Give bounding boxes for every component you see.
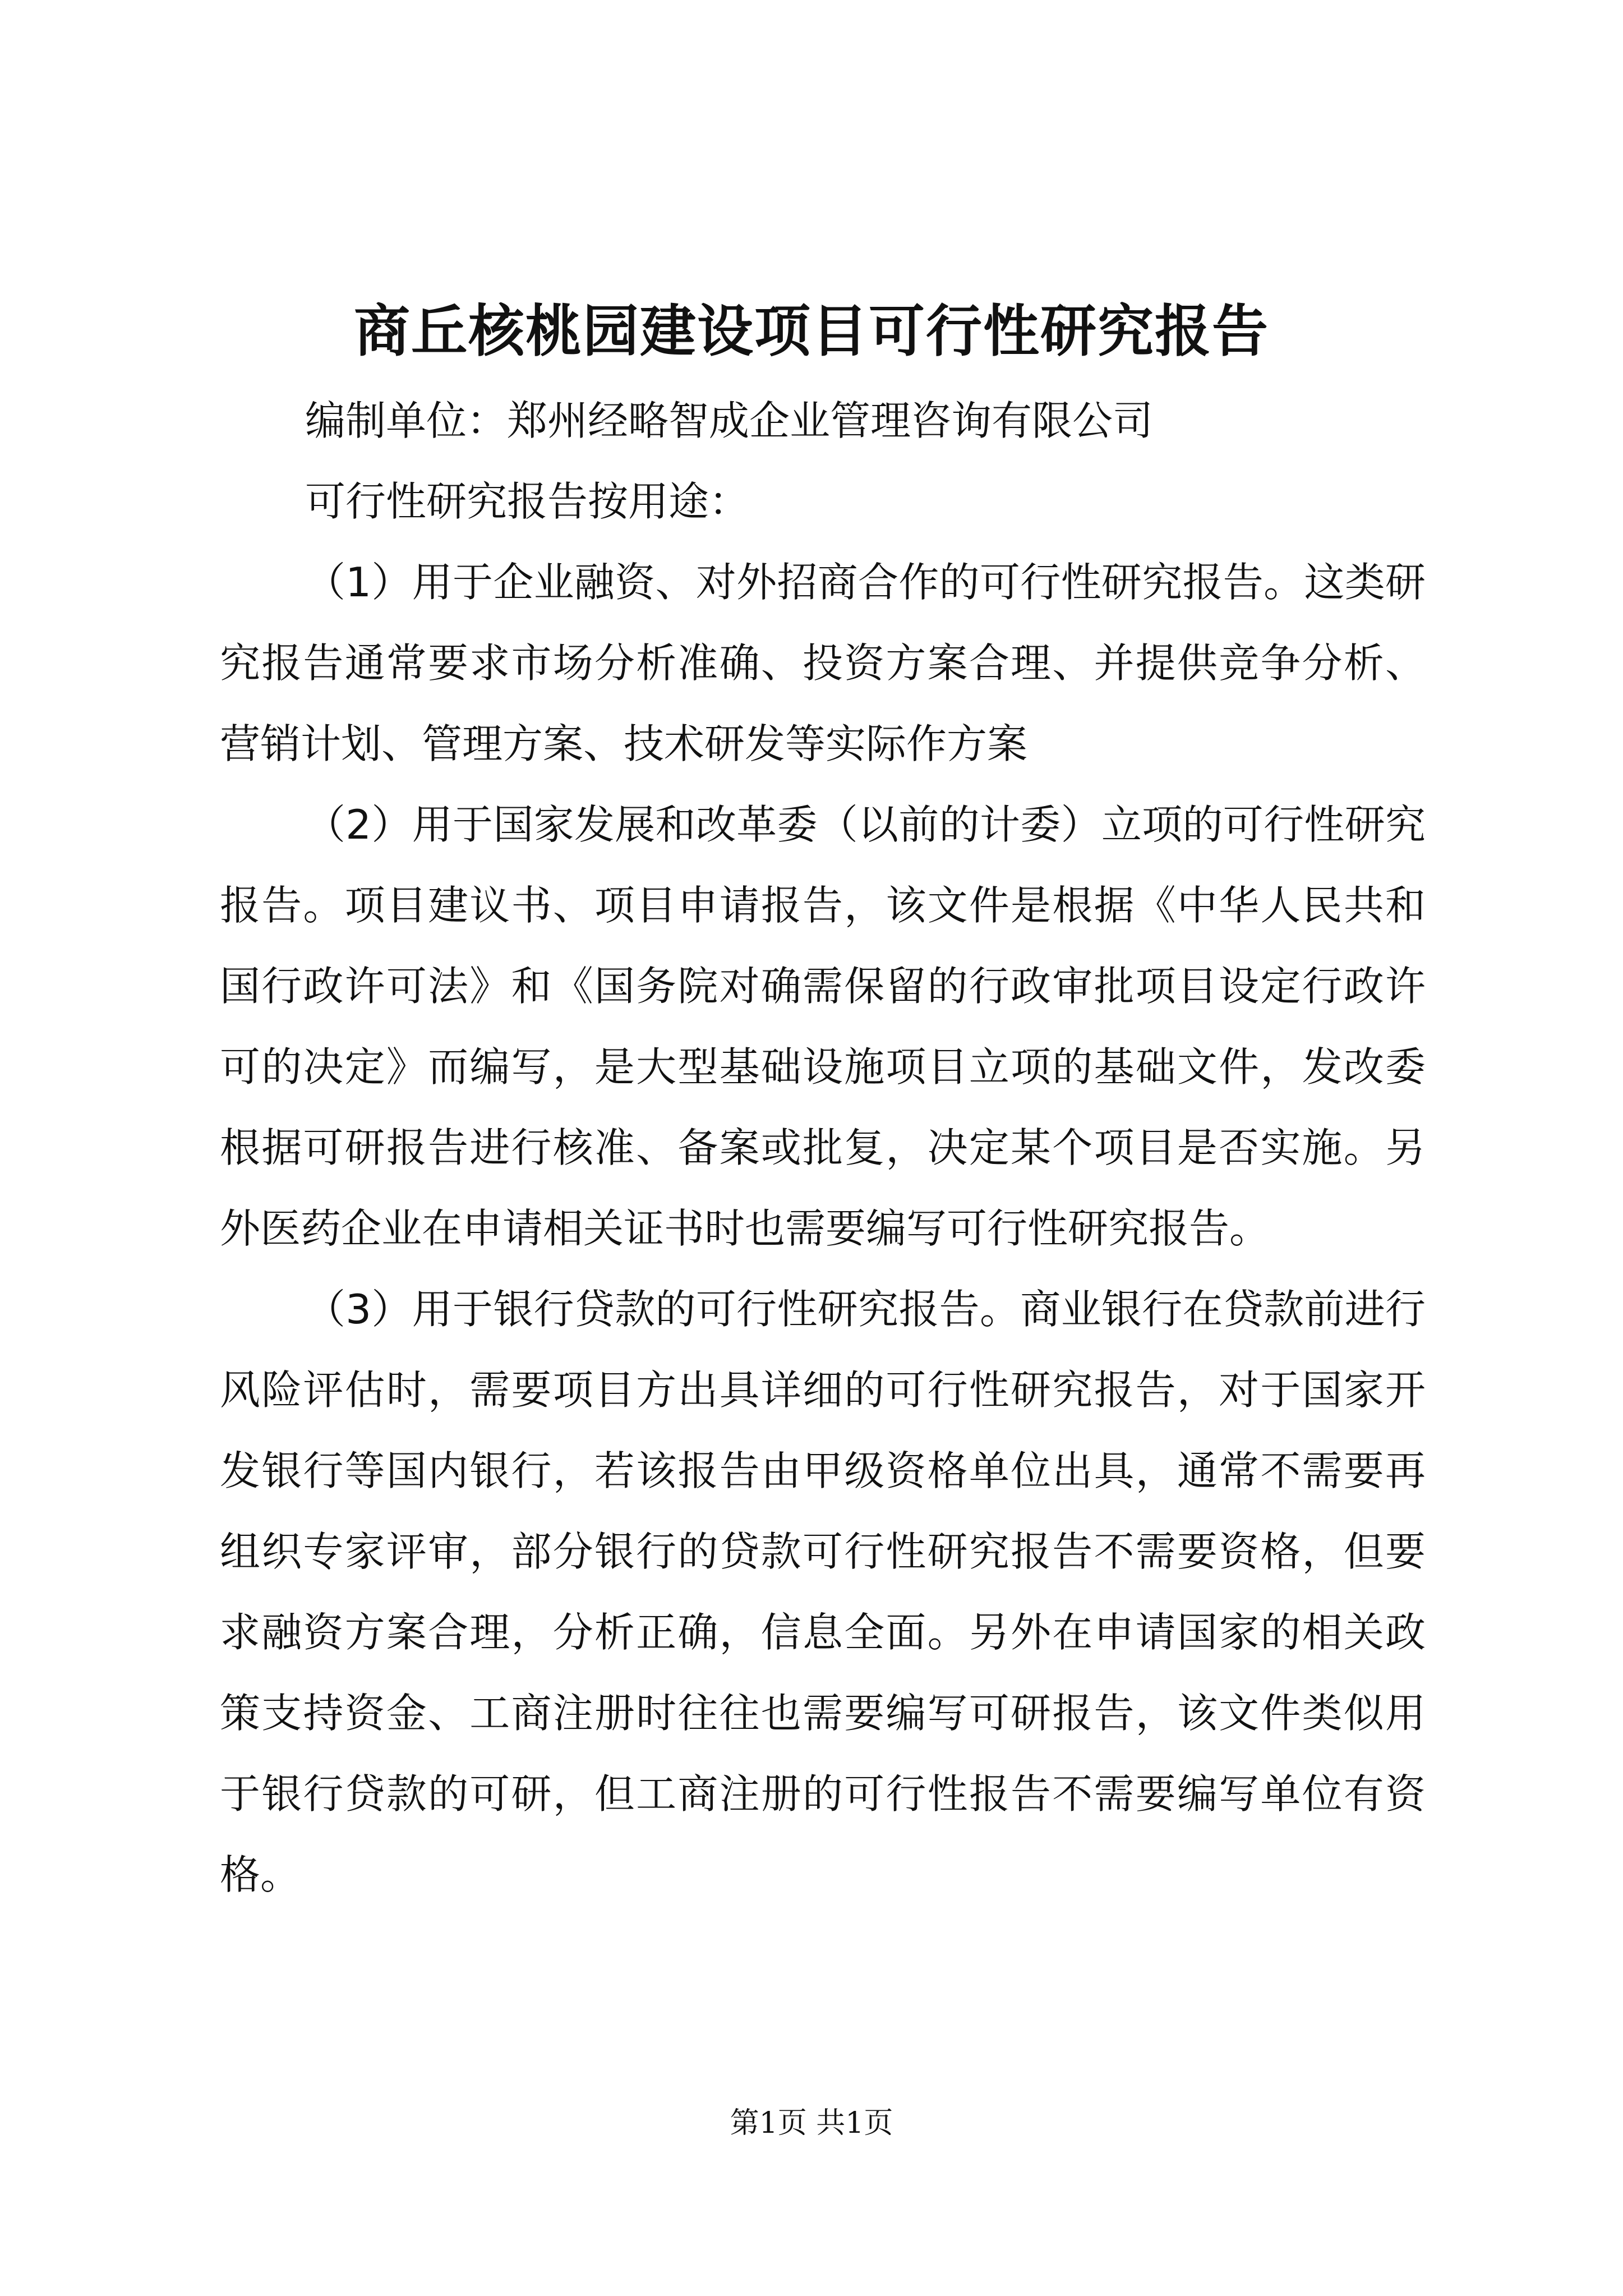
usage-heading: 可行性研究报告按用途： <box>305 478 750 525</box>
document-title: 商丘核桃园建设项目可行性研究报告 <box>354 298 1269 364</box>
document-body <box>220 380 1426 1915</box>
paragraph-2: （2）用于国家发展和改革委（以前的计委）立项的可行性研究报告。项目建议书、项目申请报告，该文件是根据《中华人民共和国行政许可法》和《国务院对确需保留的行政审批项目设定行政许可的决定》而编写，是大型基础设施项目立项的基础文件，发改委根据可研报告进行核准、备案或批复，决定某个项目是否实施。另外医药企业在申请相关证书时也需要编写可行性研究报告。 <box>220 801 1426 1252</box>
paragraph-1: （1）用于企业融资、对外招商合作的可行性研究报告。这类研究报告通常要求市场分析准确、投资方案合理、并提供竞争分析、营销计划、管理方案、技术研发等实际作方案 <box>220 559 1426 767</box>
page-footer: 第1页 共1页 <box>730 2106 893 2140</box>
compiler-line: 编制单位：郑州经略智成企业管理咨询有限公司 <box>305 397 1154 444</box>
paragraph-3: （3）用于银行贷款的可行性研究报告。商业银行在贷款前进行风险评估时，需要项目方出具详细的可行性研究报告，对于国家开发银行等国内银行，若该报告由甲级资格单位出具，通常不需要再组织专家评审，部分银行的贷款可行性研究报告不需要资格，但要求融资方案合理，分析正确，信息全面。另外在申请国家的相关政策支持资金、工商注册时往往也需要编写可研报告，该文件类似用于银行贷款的可研，但工商注册的可行性报告不需要编写单位有资格。 <box>220 1286 1426 1898</box>
